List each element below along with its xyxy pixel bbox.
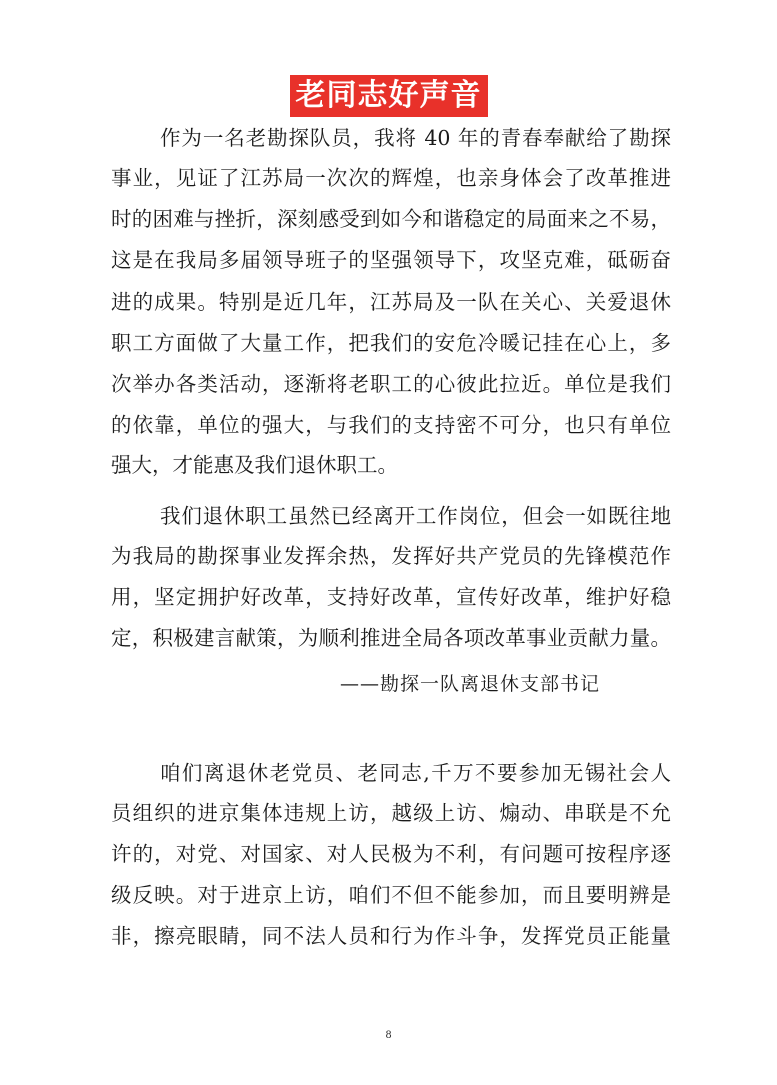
paragraph-1-line-9: 强大，才能惠及我们退休职工。 [111, 453, 398, 477]
page-number: 8 [385, 1030, 392, 1041]
paragraph-2-line-1: 我们退休职工虽然已经离开工作岗位，但会一如既往地 [160, 504, 671, 528]
paragraph-1-line-4: 这是在我局多届领导班子的坚强领导下，攻坚克难，砥砺奋 [111, 248, 671, 272]
paragraph-3-line-4: 级反映。对于进京上访，咱们不但不能参加，而且要明辨是 [111, 883, 671, 907]
paragraph-3-line-2: 员组织的进京集体违规上访，越级上访、煽动、串联是不允 [111, 801, 671, 825]
paragraph-1-line-2: 事业，见证了江苏局一次次的辉煌，也亲身体会了改革推进 [111, 166, 671, 190]
title-container [0, 75, 777, 117]
paragraph-2-line-3: 用，坚定拥护好改革，支持好改革，宣传好改革，维护好稳 [111, 585, 671, 609]
paragraph-3-line-5: 非，擦亮眼睛，同不法人员和行为作斗争，发挥党员正能量 [111, 924, 671, 948]
paragraph-1-line-5: 进的成果。特别是近几年，江苏局及一队在关心、关爱退休 [111, 290, 671, 314]
paragraph-3-line-3: 许的，对党、对国家、对人民极为不利，有问题可按程序逐 [111, 842, 671, 866]
paragraph-1-line-7: 次举办各类活动，逐渐将老职工的心彼此拉近。单位是我们 [111, 372, 671, 396]
paragraph-1-line-3: 时的困难与挫折，深刻感受到如今和谐稳定的局面来之不易， [111, 207, 671, 231]
paragraph-2-line-2: 为我局的勘探事业发挥余热，发挥好共产党员的先锋模范作 [111, 544, 671, 568]
paragraph-3-line-1: 咱们离退休老党员、老同志,千万不要参加无锡社会人 [160, 761, 671, 785]
paragraph-1-line-6: 职工方面做了大量工作，把我们的安危冷暖记挂在心上，多 [111, 331, 671, 355]
paragraph-1-line-1: 作为一名老勘探队员，我将 40 年的青春奉献给了勘探 [160, 126, 671, 150]
paragraph-2-line-4: 定，积极建言献策，为顺利推进全局各项改革事业贡献力量。 [111, 626, 671, 650]
paragraph-1-line-8: 的依靠，单位的强大，与我们的支持密不可分，也只有单位 [111, 413, 671, 437]
page-title: 老同志好声音 [290, 75, 488, 117]
signature: ——勘探一队离退休支部书记 [340, 673, 601, 695]
